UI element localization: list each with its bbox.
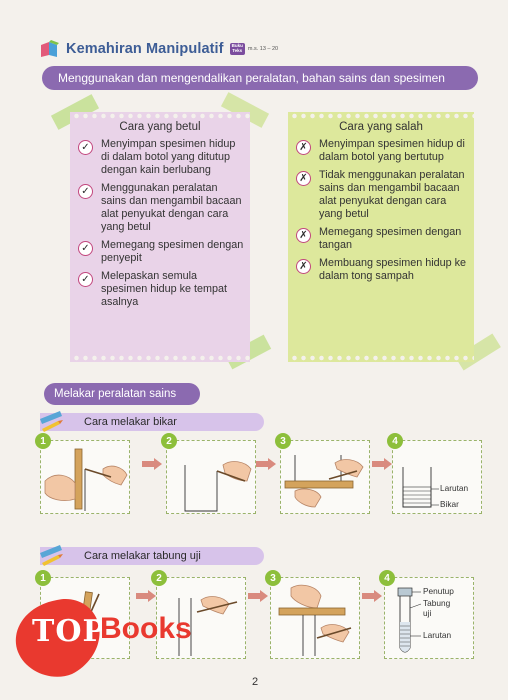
list-item: ✓ Menggunakan peralatan sains dan mengambil bacaan alat penyukat dengan cara yang betul [78, 182, 244, 234]
check-icon: ✓ [78, 272, 93, 287]
label-tube-line1: Tabung [423, 598, 451, 608]
hand-ruler-illustration [281, 441, 371, 515]
wrong-way-card [288, 112, 474, 362]
label-tube-line2: uji [423, 608, 432, 618]
step-number: 3 [275, 433, 291, 449]
book-icon [40, 40, 60, 58]
section-header [40, 38, 278, 60]
textbook-reference [230, 43, 279, 55]
hand-ruler-illustration [41, 441, 131, 515]
cross-icon: ✗ [296, 171, 311, 186]
beaker-drawing [393, 441, 483, 515]
label-solution: Larutan [440, 483, 469, 493]
test-tube-subtitle: Cara melakar tabung uji [40, 547, 264, 565]
arrow-right-icon [142, 458, 162, 470]
cross-icon: ✗ [296, 140, 311, 155]
page-number: 2 [252, 676, 259, 688]
correct-way-card [70, 112, 250, 362]
textbook-badge: Buku Teks [231, 43, 243, 53]
beaker-step-4 [392, 435, 482, 514]
step-number: 1 [35, 570, 51, 586]
list-item: ✗ Menyimpan spesimen hidup di dalam botol yang bertutup [296, 138, 468, 164]
arrow-right-icon [256, 458, 276, 470]
arrow-right-icon [372, 458, 392, 470]
list-item: ✗ Tidak menggunakan peralatan sains dan mengambil bacaan alat penyukat dengan cara yang betul [296, 169, 468, 221]
check-icon: ✓ [78, 184, 93, 199]
check-icon: ✓ [78, 241, 93, 256]
ruler-pencil-icon [38, 411, 64, 433]
topic-banner: Menggunakan dan mengendalikan peralatan, bahan sains dan spesimen [42, 66, 478, 90]
cross-icon: ✗ [296, 228, 311, 243]
step-number: 2 [161, 433, 177, 449]
ruler-pencil-icon [38, 545, 64, 567]
arrow-right-icon [248, 590, 268, 602]
arrow-right-icon [362, 590, 382, 602]
step-number: 2 [151, 570, 167, 586]
card-title: Cara yang betul [119, 121, 201, 133]
list-item: ✗ Membuang spesimen hidup ke dalam tong sampah [296, 257, 468, 283]
sketching-banner: Melakar peralatan sains [44, 383, 200, 405]
beaker-step-1 [40, 435, 130, 514]
list-item: ✓ Melepaskan semula spesimen hidup ke tempat asalnya [78, 270, 244, 309]
step-number: 1 [35, 433, 51, 449]
label-beaker: Bikar [440, 499, 459, 509]
topbooks-watermark [12, 594, 192, 680]
step-number: 4 [379, 570, 395, 586]
hand-drawing-illustration [167, 441, 257, 515]
list-item: ✓ Memegang spesimen dengan penyepit [78, 239, 244, 265]
beaker-step-2 [166, 435, 256, 514]
label-solution: Larutan [423, 630, 452, 640]
step-number: 4 [387, 433, 403, 449]
list-item: ✓ Menyimpan spesimen hidup di dalam botol yang ditutup dengan kain berlubang [78, 138, 244, 177]
test-tube-step-3 [270, 572, 360, 659]
step-number: 3 [265, 570, 281, 586]
section-title: Kemahiran Manipulatif [66, 41, 224, 57]
test-tube-step-4 [384, 572, 474, 659]
textbook-pages: m.s. 13 – 20 [247, 46, 279, 52]
watermark-top: TOP [32, 614, 107, 649]
card-title: Cara yang salah [339, 121, 423, 133]
cross-icon: ✗ [296, 259, 311, 274]
hand-ruler-illustration [271, 578, 361, 658]
watermark-books: Books [100, 612, 192, 645]
list-item: ✗ Memegang spesimen dengan tangan [296, 226, 468, 252]
check-icon: ✓ [78, 140, 93, 155]
label-stopper: Penutup [423, 586, 454, 596]
beaker-step-3 [280, 435, 370, 514]
beaker-subtitle: Cara melakar bikar [40, 413, 264, 431]
